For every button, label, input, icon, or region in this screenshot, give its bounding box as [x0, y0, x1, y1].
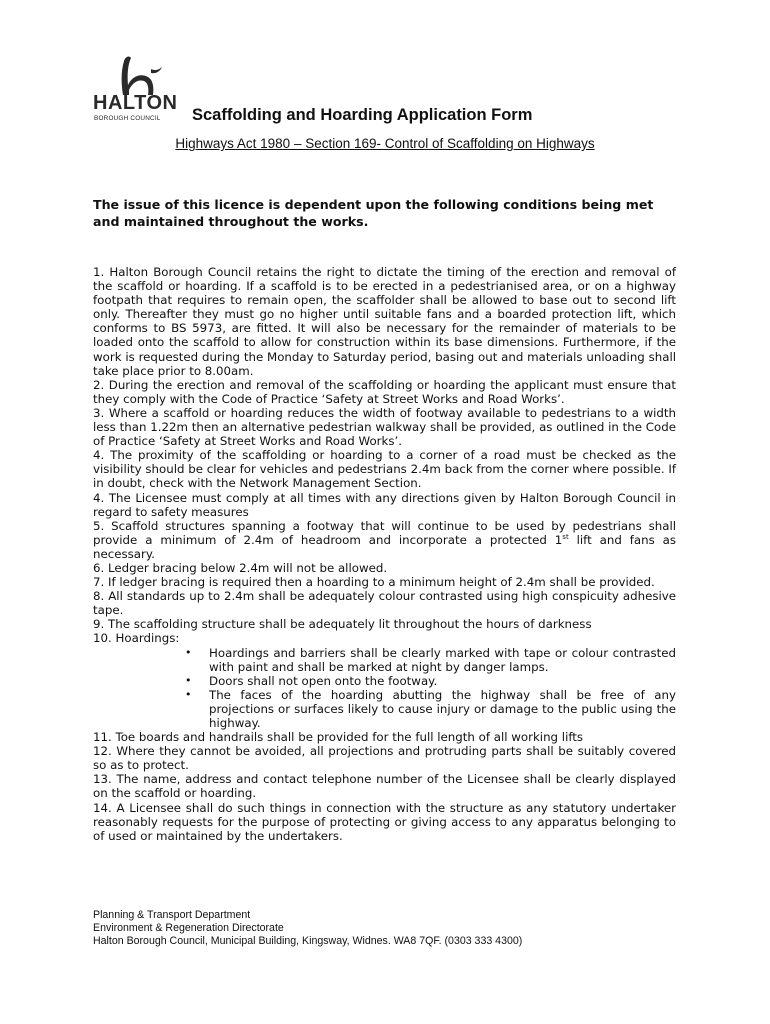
logo-subtitle: BOROUGH COUNCIL	[94, 115, 161, 122]
bullet-icon: •	[185, 673, 192, 687]
footer-directorate: Environment & Regeneration Directorate	[93, 922, 284, 934]
footer-department: Planning & Transport Department	[93, 909, 251, 921]
bullet-icon: •	[185, 645, 192, 659]
halton-logo	[93, 55, 185, 125]
condition-item: 12. Where they cannot be avoided, all projections and protruding parts shall be suitably covered so as to protect.	[93, 744, 676, 773]
bullet-text: The faces of the hoarding abutting the highway shall be free of any projections or surfaces likely to cause injury or damage to the public using the highway.	[209, 687, 676, 730]
condition-item: 4. The proximity of the scaffolding or hoarding to a corner of a road must be checked as the visibility should be clear for vehicles and pedestrians 2.4m back from the corner where possible. If in doubt, check with the Network Management Section.	[93, 448, 676, 491]
page-subtitle: Highways Act 1980 – Section 169- Control of Scaffolding on Highways	[175, 136, 595, 151]
condition-item	[93, 519, 676, 561]
halton-h-logo-icon	[115, 55, 163, 97]
condition-item: 4. The Licensee must comply at all times with any directions given by Halton Borough Council in regard to safety measures	[93, 490, 676, 519]
conditions-list	[93, 265, 676, 843]
ordinal-suffix: st	[562, 532, 569, 541]
bullet-item	[93, 688, 676, 730]
condition-item: 14. A Licensee shall do such things in connection with the structure as any statutory undertaker reasonably requests for the purpose of protecting or giving access to any apparatus belonging to of used or maintained by the undertakers.	[93, 800, 676, 843]
logo-name: HALTON	[93, 92, 178, 114]
intro-statement: The issue of this licence is dependent upon the following conditions being met and maintained throughout the works.	[93, 197, 654, 229]
bullet-icon: •	[185, 687, 192, 701]
condition-item: 7. If ledger bracing is required then a hoarding to a minimum height of 2.4m shall be provided.	[93, 575, 655, 590]
condition-item: 11. Toe boards and handrails shall be provided for the full length of all working lifts	[93, 730, 584, 745]
bullet-text: Hoardings and barriers shall be clearly marked with tape or colour contrasted with paint and shall be marked at night by danger lamps.	[209, 645, 676, 674]
condition-item: 13. The name, address and contact telephone number of the Licensee shall be clearly displayed on the scaffold or hoarding.	[93, 772, 676, 801]
condition-5-text-end: lift and fans as necessary.	[93, 532, 676, 561]
condition-5-text: 5. Scaffold structures spanning a footway that will continue to be used by pedestrians shall provide a minimum of 2.4m of headroom and incorporate a protected 1	[93, 518, 676, 547]
condition-item: 6. Ledger bracing below 2.4m will not be allowed.	[93, 560, 388, 575]
footer	[93, 909, 522, 948]
condition-item: 9. The scaffolding structure shall be adequately lit throughout the hours of darkness	[93, 617, 592, 632]
bullet-item	[93, 674, 676, 688]
page-title: Scaffolding and Hoarding Application Form	[192, 106, 533, 124]
hoardings-bullet-list	[93, 646, 676, 731]
bullet-item	[93, 646, 676, 674]
condition-item: 10. Hoardings:	[93, 631, 180, 646]
condition-item: 8. All standards up to 2.4m shall be adequately colour contrasted using high conspicuity adhesive tape.	[93, 589, 676, 618]
bullet-text: Doors shall not open onto the footway.	[209, 673, 438, 688]
footer-address: Halton Borough Council, Municipal Building, Kingsway, Widnes. WA8 7QF. (0303 333 4300)	[93, 935, 523, 947]
condition-item: 3. Where a scaffold or hoarding reduces the width of footway available to pedestrians to a width less than 1.22m then an alternative pedestrian walkway shall be provided, as outlined in the Code of Practice ‘Safety at Street Works and Road Works’.	[93, 405, 676, 449]
condition-item: 2. During the erection and removal of the scaffolding or hoarding the applicant must ensure that they comply with the Code of Practice ‘Safety at Street Works and Road Works’.	[93, 377, 676, 406]
condition-item: 1. Halton Borough Council retains the right to dictate the timing of the erection and removal of the scaffold or hoarding. If a scaffold is to be erected in a pedestrianised area, or on a highway footpath that requires to remain open, the scaffolder shall be allowed to base out to second lift only. Thereafter they must go no higher until suitable fans and a boarded protection lift, which conforms to BS 5973, are fitted. It will also be necessary for the remainder of materials to be loaded onto the scaffold to allow for construction within its base dimensions. Furthermore, if the work is requested during the Monday to Saturday period, basing out and materials unloading shall take place prior to 8.00am.	[93, 265, 676, 378]
